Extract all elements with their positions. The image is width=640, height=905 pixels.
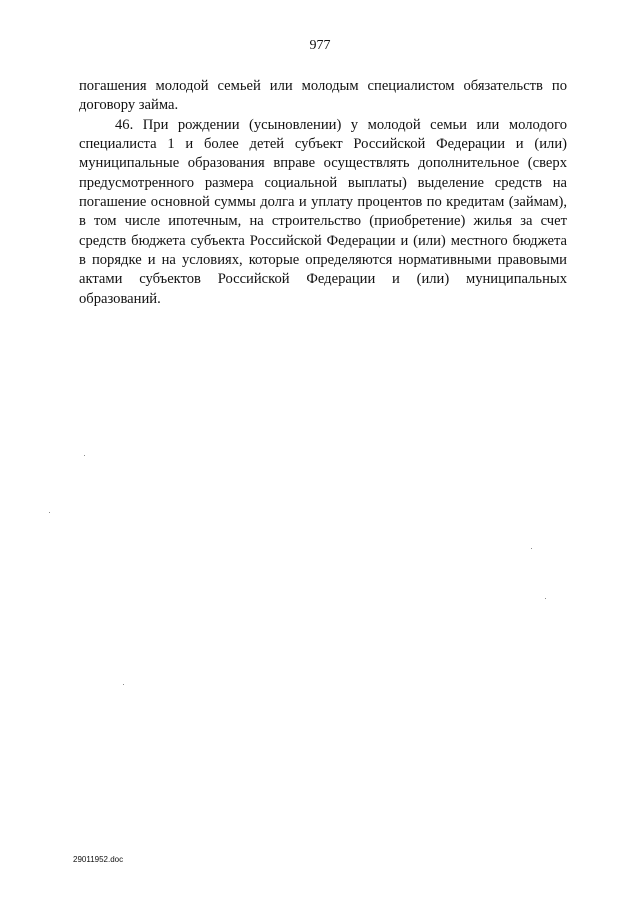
document-body	[79, 77, 567, 309]
scan-speck	[531, 548, 532, 549]
page-number: 977	[309, 38, 331, 53]
scan-speck	[123, 684, 124, 685]
scan-speck	[545, 598, 546, 599]
scan-speck	[49, 512, 50, 513]
scan-speck	[84, 455, 85, 456]
paragraph-item-46: 46. При рождении (усыновлении) у молодой семьи или молодого специалиста 1 и более детей субъект Российской Федерации и (или) муниципальные образования вправе осуществлять дополнительное (сверх предусмотренного размера социальной выплаты) выделение средств на погашение основной суммы долга и уплату процентов по кредитам (займам), в том числе ипотечным, на строительство (приобретение) жилья за счет средств бюджета субъекта Российской Федерации и (или) местного бюджета в порядке и на условиях, которые определяются нормативными правовыми актами субъектов Российской Федерации и (или) муниципальных образований.	[79, 116, 567, 307]
footer-filename: 29011952.doc	[73, 855, 124, 864]
paragraph-continuation: погашения молодой семьей или молодым специалистом обязательств по договору займа.	[79, 78, 567, 114]
